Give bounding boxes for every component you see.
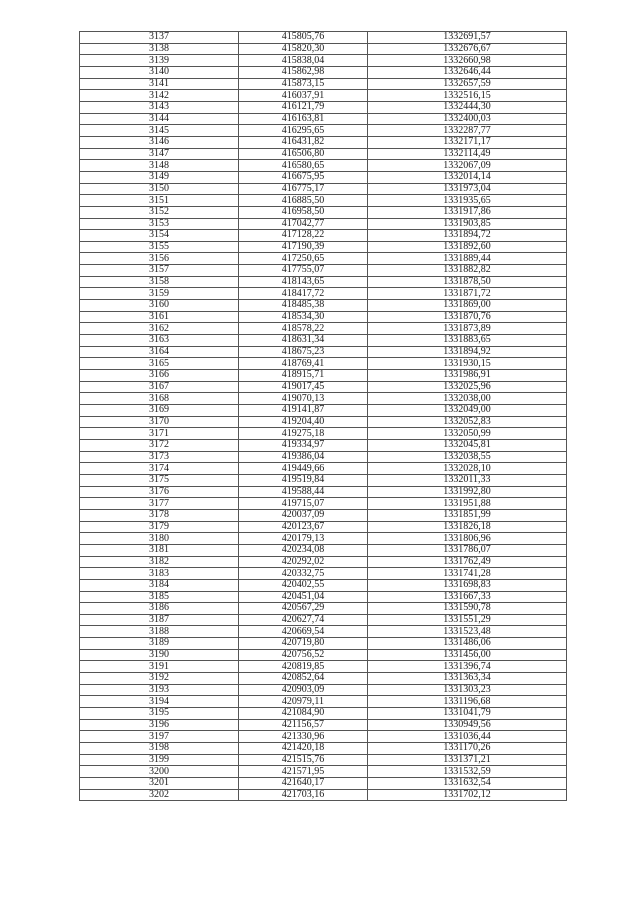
table-row bbox=[80, 649, 567, 661]
table-row bbox=[80, 743, 567, 755]
point-number-cell: 3181 bbox=[80, 544, 239, 556]
y-coordinate-cell: 1331486,06 bbox=[368, 638, 567, 650]
y-coordinate-cell: 1332676,67 bbox=[368, 43, 567, 55]
y-coordinate-cell: 1332287,77 bbox=[368, 125, 567, 137]
table-row bbox=[80, 719, 567, 731]
table-row bbox=[80, 661, 567, 673]
point-number-cell: 3143 bbox=[80, 101, 239, 113]
y-coordinate-cell: 1331667,33 bbox=[368, 591, 567, 603]
y-coordinate-cell: 1332114,49 bbox=[368, 148, 567, 160]
y-coordinate-cell: 1331870,76 bbox=[368, 311, 567, 323]
table-row bbox=[80, 509, 567, 521]
x-coordinate-cell: 419141,87 bbox=[239, 405, 368, 417]
table-row bbox=[80, 416, 567, 428]
x-coordinate-cell: 416675,95 bbox=[239, 171, 368, 183]
coordinates-table bbox=[79, 31, 567, 801]
y-coordinate-cell: 1331590,78 bbox=[368, 603, 567, 615]
x-coordinate-cell: 421084,90 bbox=[239, 708, 368, 720]
table-row bbox=[80, 253, 567, 265]
point-number-cell: 3140 bbox=[80, 66, 239, 78]
point-number-cell: 3187 bbox=[80, 614, 239, 626]
y-coordinate-cell: 1331170,26 bbox=[368, 743, 567, 755]
y-coordinate-cell: 1332014,14 bbox=[368, 171, 567, 183]
y-coordinate-cell: 1331930,15 bbox=[368, 358, 567, 370]
x-coordinate-cell: 418915,71 bbox=[239, 370, 368, 382]
table-row bbox=[80, 696, 567, 708]
point-number-cell: 3182 bbox=[80, 556, 239, 568]
x-coordinate-cell: 420627,74 bbox=[239, 614, 368, 626]
y-coordinate-cell: 1331456,00 bbox=[368, 649, 567, 661]
y-coordinate-cell: 1332050,99 bbox=[368, 428, 567, 440]
y-coordinate-cell: 1331873,89 bbox=[368, 323, 567, 335]
y-coordinate-cell: 1331869,00 bbox=[368, 300, 567, 312]
table-row bbox=[80, 568, 567, 580]
coordinates-table-body bbox=[80, 32, 567, 801]
point-number-cell: 3159 bbox=[80, 288, 239, 300]
x-coordinate-cell: 417250,65 bbox=[239, 253, 368, 265]
point-number-cell: 3190 bbox=[80, 649, 239, 661]
table-row bbox=[80, 335, 567, 347]
table-row bbox=[80, 136, 567, 148]
x-coordinate-cell: 416295,65 bbox=[239, 125, 368, 137]
y-coordinate-cell: 1331935,65 bbox=[368, 195, 567, 207]
table-row bbox=[80, 148, 567, 160]
point-number-cell: 3151 bbox=[80, 195, 239, 207]
x-coordinate-cell: 420819,85 bbox=[239, 661, 368, 673]
point-number-cell: 3152 bbox=[80, 206, 239, 218]
x-coordinate-cell: 415838,04 bbox=[239, 55, 368, 67]
table-row bbox=[80, 521, 567, 533]
y-coordinate-cell: 1331903,85 bbox=[368, 218, 567, 230]
x-coordinate-cell: 421640,17 bbox=[239, 778, 368, 790]
point-number-cell: 3193 bbox=[80, 684, 239, 696]
table-row bbox=[80, 498, 567, 510]
table-row bbox=[80, 171, 567, 183]
x-coordinate-cell: 420123,67 bbox=[239, 521, 368, 533]
y-coordinate-cell: 1331826,18 bbox=[368, 521, 567, 533]
table-row bbox=[80, 439, 567, 451]
table-row bbox=[80, 603, 567, 615]
x-coordinate-cell: 417128,22 bbox=[239, 230, 368, 242]
y-coordinate-cell: 1331551,29 bbox=[368, 614, 567, 626]
x-coordinate-cell: 416163,81 bbox=[239, 113, 368, 125]
y-coordinate-cell: 1331036,44 bbox=[368, 731, 567, 743]
table-row bbox=[80, 323, 567, 335]
x-coordinate-cell: 420903,09 bbox=[239, 684, 368, 696]
point-number-cell: 3137 bbox=[80, 32, 239, 44]
x-coordinate-cell: 419588,44 bbox=[239, 486, 368, 498]
table-row bbox=[80, 556, 567, 568]
point-number-cell: 3154 bbox=[80, 230, 239, 242]
y-coordinate-cell: 1331882,82 bbox=[368, 265, 567, 277]
x-coordinate-cell: 420332,75 bbox=[239, 568, 368, 580]
point-number-cell: 3150 bbox=[80, 183, 239, 195]
table-row bbox=[80, 218, 567, 230]
y-coordinate-cell: 1331951,88 bbox=[368, 498, 567, 510]
point-number-cell: 3174 bbox=[80, 463, 239, 475]
x-coordinate-cell: 420979,11 bbox=[239, 696, 368, 708]
x-coordinate-cell: 417042,77 bbox=[239, 218, 368, 230]
point-number-cell: 3195 bbox=[80, 708, 239, 720]
y-coordinate-cell: 1331698,83 bbox=[368, 579, 567, 591]
point-number-cell: 3138 bbox=[80, 43, 239, 55]
x-coordinate-cell: 417190,39 bbox=[239, 241, 368, 253]
x-coordinate-cell: 418578,22 bbox=[239, 323, 368, 335]
point-number-cell: 3192 bbox=[80, 673, 239, 685]
y-coordinate-cell: 1330949,56 bbox=[368, 719, 567, 731]
x-coordinate-cell: 419204,40 bbox=[239, 416, 368, 428]
y-coordinate-cell: 1331806,96 bbox=[368, 533, 567, 545]
point-number-cell: 3173 bbox=[80, 451, 239, 463]
table-row bbox=[80, 614, 567, 626]
x-coordinate-cell: 421515,76 bbox=[239, 754, 368, 766]
table-row bbox=[80, 300, 567, 312]
table-row bbox=[80, 43, 567, 55]
y-coordinate-cell: 1331741,28 bbox=[368, 568, 567, 580]
x-coordinate-cell: 418143,65 bbox=[239, 276, 368, 288]
y-coordinate-cell: 1331196,68 bbox=[368, 696, 567, 708]
x-coordinate-cell: 421420,18 bbox=[239, 743, 368, 755]
x-coordinate-cell: 415820,30 bbox=[239, 43, 368, 55]
y-coordinate-cell: 1332038,00 bbox=[368, 393, 567, 405]
point-number-cell: 3149 bbox=[80, 171, 239, 183]
y-coordinate-cell: 1332646,44 bbox=[368, 66, 567, 78]
point-number-cell: 3166 bbox=[80, 370, 239, 382]
table-row bbox=[80, 125, 567, 137]
point-number-cell: 3161 bbox=[80, 311, 239, 323]
point-number-cell: 3194 bbox=[80, 696, 239, 708]
point-number-cell: 3177 bbox=[80, 498, 239, 510]
y-coordinate-cell: 1332660,98 bbox=[368, 55, 567, 67]
y-coordinate-cell: 1331041,79 bbox=[368, 708, 567, 720]
y-coordinate-cell: 1332049,00 bbox=[368, 405, 567, 417]
x-coordinate-cell: 418675,23 bbox=[239, 346, 368, 358]
point-number-cell: 3163 bbox=[80, 335, 239, 347]
y-coordinate-cell: 1332171,17 bbox=[368, 136, 567, 148]
point-number-cell: 3179 bbox=[80, 521, 239, 533]
y-coordinate-cell: 1331523,48 bbox=[368, 626, 567, 638]
point-number-cell: 3197 bbox=[80, 731, 239, 743]
point-number-cell: 3200 bbox=[80, 766, 239, 778]
x-coordinate-cell: 415805,76 bbox=[239, 32, 368, 44]
x-coordinate-cell: 421571,95 bbox=[239, 766, 368, 778]
table-row bbox=[80, 451, 567, 463]
y-coordinate-cell: 1332691,57 bbox=[368, 32, 567, 44]
point-number-cell: 3153 bbox=[80, 218, 239, 230]
y-coordinate-cell: 1332067,09 bbox=[368, 160, 567, 172]
x-coordinate-cell: 419017,45 bbox=[239, 381, 368, 393]
point-number-cell: 3162 bbox=[80, 323, 239, 335]
x-coordinate-cell: 416885,50 bbox=[239, 195, 368, 207]
table-row bbox=[80, 544, 567, 556]
y-coordinate-cell: 1332011,33 bbox=[368, 474, 567, 486]
x-coordinate-cell: 421156,57 bbox=[239, 719, 368, 731]
table-row bbox=[80, 766, 567, 778]
y-coordinate-cell: 1332045,81 bbox=[368, 439, 567, 451]
table-row bbox=[80, 626, 567, 638]
table-row bbox=[80, 731, 567, 743]
y-coordinate-cell: 1331894,92 bbox=[368, 346, 567, 358]
point-number-cell: 3186 bbox=[80, 603, 239, 615]
table-row bbox=[80, 241, 567, 253]
x-coordinate-cell: 420567,29 bbox=[239, 603, 368, 615]
x-coordinate-cell: 420179,13 bbox=[239, 533, 368, 545]
point-number-cell: 3164 bbox=[80, 346, 239, 358]
y-coordinate-cell: 1331371,21 bbox=[368, 754, 567, 766]
y-coordinate-cell: 1331532,59 bbox=[368, 766, 567, 778]
table-row bbox=[80, 405, 567, 417]
x-coordinate-cell: 419519,84 bbox=[239, 474, 368, 486]
x-coordinate-cell: 416775,17 bbox=[239, 183, 368, 195]
y-coordinate-cell: 1332028,10 bbox=[368, 463, 567, 475]
point-number-cell: 3189 bbox=[80, 638, 239, 650]
table-row bbox=[80, 346, 567, 358]
table-row bbox=[80, 265, 567, 277]
table-row bbox=[80, 230, 567, 242]
y-coordinate-cell: 1331878,50 bbox=[368, 276, 567, 288]
table-row bbox=[80, 358, 567, 370]
x-coordinate-cell: 415873,15 bbox=[239, 78, 368, 90]
point-number-cell: 3139 bbox=[80, 55, 239, 67]
y-coordinate-cell: 1331851,99 bbox=[368, 509, 567, 521]
table-row bbox=[80, 101, 567, 113]
table-row bbox=[80, 789, 567, 801]
y-coordinate-cell: 1332052,83 bbox=[368, 416, 567, 428]
x-coordinate-cell: 421330,96 bbox=[239, 731, 368, 743]
y-coordinate-cell: 1331632,54 bbox=[368, 778, 567, 790]
x-coordinate-cell: 416958,50 bbox=[239, 206, 368, 218]
y-coordinate-cell: 1331973,04 bbox=[368, 183, 567, 195]
x-coordinate-cell: 416037,91 bbox=[239, 90, 368, 102]
table-row bbox=[80, 206, 567, 218]
point-number-cell: 3172 bbox=[80, 439, 239, 451]
x-coordinate-cell: 418534,30 bbox=[239, 311, 368, 323]
point-number-cell: 3201 bbox=[80, 778, 239, 790]
point-number-cell: 3142 bbox=[80, 90, 239, 102]
x-coordinate-cell: 418631,34 bbox=[239, 335, 368, 347]
point-number-cell: 3180 bbox=[80, 533, 239, 545]
y-coordinate-cell: 1331992,80 bbox=[368, 486, 567, 498]
x-coordinate-cell: 420292,02 bbox=[239, 556, 368, 568]
point-number-cell: 3158 bbox=[80, 276, 239, 288]
x-coordinate-cell: 420756,52 bbox=[239, 649, 368, 661]
table-row bbox=[80, 66, 567, 78]
point-number-cell: 3144 bbox=[80, 113, 239, 125]
table-row bbox=[80, 160, 567, 172]
x-coordinate-cell: 421703,16 bbox=[239, 789, 368, 801]
point-number-cell: 3160 bbox=[80, 300, 239, 312]
point-number-cell: 3165 bbox=[80, 358, 239, 370]
table-row bbox=[80, 486, 567, 498]
y-coordinate-cell: 1331762,49 bbox=[368, 556, 567, 568]
table-row bbox=[80, 381, 567, 393]
point-number-cell: 3147 bbox=[80, 148, 239, 160]
x-coordinate-cell: 420719,80 bbox=[239, 638, 368, 650]
point-number-cell: 3191 bbox=[80, 661, 239, 673]
point-number-cell: 3188 bbox=[80, 626, 239, 638]
x-coordinate-cell: 419386,04 bbox=[239, 451, 368, 463]
point-number-cell: 3156 bbox=[80, 253, 239, 265]
x-coordinate-cell: 418485,38 bbox=[239, 300, 368, 312]
table-row bbox=[80, 288, 567, 300]
y-coordinate-cell: 1332516,15 bbox=[368, 90, 567, 102]
point-number-cell: 3170 bbox=[80, 416, 239, 428]
table-row bbox=[80, 78, 567, 90]
table-row bbox=[80, 638, 567, 650]
x-coordinate-cell: 418769,41 bbox=[239, 358, 368, 370]
table-row bbox=[80, 591, 567, 603]
y-coordinate-cell: 1331889,44 bbox=[368, 253, 567, 265]
y-coordinate-cell: 1332038,55 bbox=[368, 451, 567, 463]
x-coordinate-cell: 420037,09 bbox=[239, 509, 368, 521]
point-number-cell: 3169 bbox=[80, 405, 239, 417]
x-coordinate-cell: 420402,55 bbox=[239, 579, 368, 591]
y-coordinate-cell: 1331986,91 bbox=[368, 370, 567, 382]
x-coordinate-cell: 419449,66 bbox=[239, 463, 368, 475]
point-number-cell: 3183 bbox=[80, 568, 239, 580]
x-coordinate-cell: 420669,54 bbox=[239, 626, 368, 638]
point-number-cell: 3199 bbox=[80, 754, 239, 766]
table-row bbox=[80, 311, 567, 323]
point-number-cell: 3185 bbox=[80, 591, 239, 603]
table-row bbox=[80, 113, 567, 125]
x-coordinate-cell: 418417,72 bbox=[239, 288, 368, 300]
table-row bbox=[80, 533, 567, 545]
x-coordinate-cell: 419715,07 bbox=[239, 498, 368, 510]
point-number-cell: 3202 bbox=[80, 789, 239, 801]
table-row bbox=[80, 276, 567, 288]
y-coordinate-cell: 1331894,72 bbox=[368, 230, 567, 242]
point-number-cell: 3196 bbox=[80, 719, 239, 731]
point-number-cell: 3141 bbox=[80, 78, 239, 90]
point-number-cell: 3168 bbox=[80, 393, 239, 405]
y-coordinate-cell: 1331871,72 bbox=[368, 288, 567, 300]
point-number-cell: 3198 bbox=[80, 743, 239, 755]
point-number-cell: 3146 bbox=[80, 136, 239, 148]
y-coordinate-cell: 1331702,12 bbox=[368, 789, 567, 801]
point-number-cell: 3155 bbox=[80, 241, 239, 253]
table-row bbox=[80, 90, 567, 102]
y-coordinate-cell: 1332444,30 bbox=[368, 101, 567, 113]
y-coordinate-cell: 1331303,23 bbox=[368, 684, 567, 696]
table-row bbox=[80, 754, 567, 766]
table-row bbox=[80, 463, 567, 475]
x-coordinate-cell: 419070,13 bbox=[239, 393, 368, 405]
table-row bbox=[80, 579, 567, 591]
y-coordinate-cell: 1332400,03 bbox=[368, 113, 567, 125]
y-coordinate-cell: 1331786,07 bbox=[368, 544, 567, 556]
table-row bbox=[80, 32, 567, 44]
table-row bbox=[80, 183, 567, 195]
table-row bbox=[80, 673, 567, 685]
table-row bbox=[80, 708, 567, 720]
x-coordinate-cell: 419275,18 bbox=[239, 428, 368, 440]
table-row bbox=[80, 428, 567, 440]
x-coordinate-cell: 420451,04 bbox=[239, 591, 368, 603]
point-number-cell: 3145 bbox=[80, 125, 239, 137]
y-coordinate-cell: 1331892,60 bbox=[368, 241, 567, 253]
x-coordinate-cell: 415862,98 bbox=[239, 66, 368, 78]
table-row bbox=[80, 474, 567, 486]
table-row bbox=[80, 55, 567, 67]
table-row bbox=[80, 195, 567, 207]
point-number-cell: 3175 bbox=[80, 474, 239, 486]
x-coordinate-cell: 416506,80 bbox=[239, 148, 368, 160]
y-coordinate-cell: 1331396,74 bbox=[368, 661, 567, 673]
table-row bbox=[80, 778, 567, 790]
y-coordinate-cell: 1332025,96 bbox=[368, 381, 567, 393]
table-row bbox=[80, 370, 567, 382]
point-number-cell: 3171 bbox=[80, 428, 239, 440]
x-coordinate-cell: 416431,82 bbox=[239, 136, 368, 148]
x-coordinate-cell: 416121,79 bbox=[239, 101, 368, 113]
point-number-cell: 3157 bbox=[80, 265, 239, 277]
x-coordinate-cell: 420852,64 bbox=[239, 673, 368, 685]
point-number-cell: 3184 bbox=[80, 579, 239, 591]
table-row bbox=[80, 393, 567, 405]
y-coordinate-cell: 1331883,65 bbox=[368, 335, 567, 347]
point-number-cell: 3148 bbox=[80, 160, 239, 172]
point-number-cell: 3178 bbox=[80, 509, 239, 521]
x-coordinate-cell: 417755,07 bbox=[239, 265, 368, 277]
table-row bbox=[80, 684, 567, 696]
x-coordinate-cell: 420234,08 bbox=[239, 544, 368, 556]
point-number-cell: 3167 bbox=[80, 381, 239, 393]
y-coordinate-cell: 1332657,59 bbox=[368, 78, 567, 90]
y-coordinate-cell: 1331917,86 bbox=[368, 206, 567, 218]
x-coordinate-cell: 416580,65 bbox=[239, 160, 368, 172]
point-number-cell: 3176 bbox=[80, 486, 239, 498]
x-coordinate-cell: 419334,97 bbox=[239, 439, 368, 451]
y-coordinate-cell: 1331363,34 bbox=[368, 673, 567, 685]
